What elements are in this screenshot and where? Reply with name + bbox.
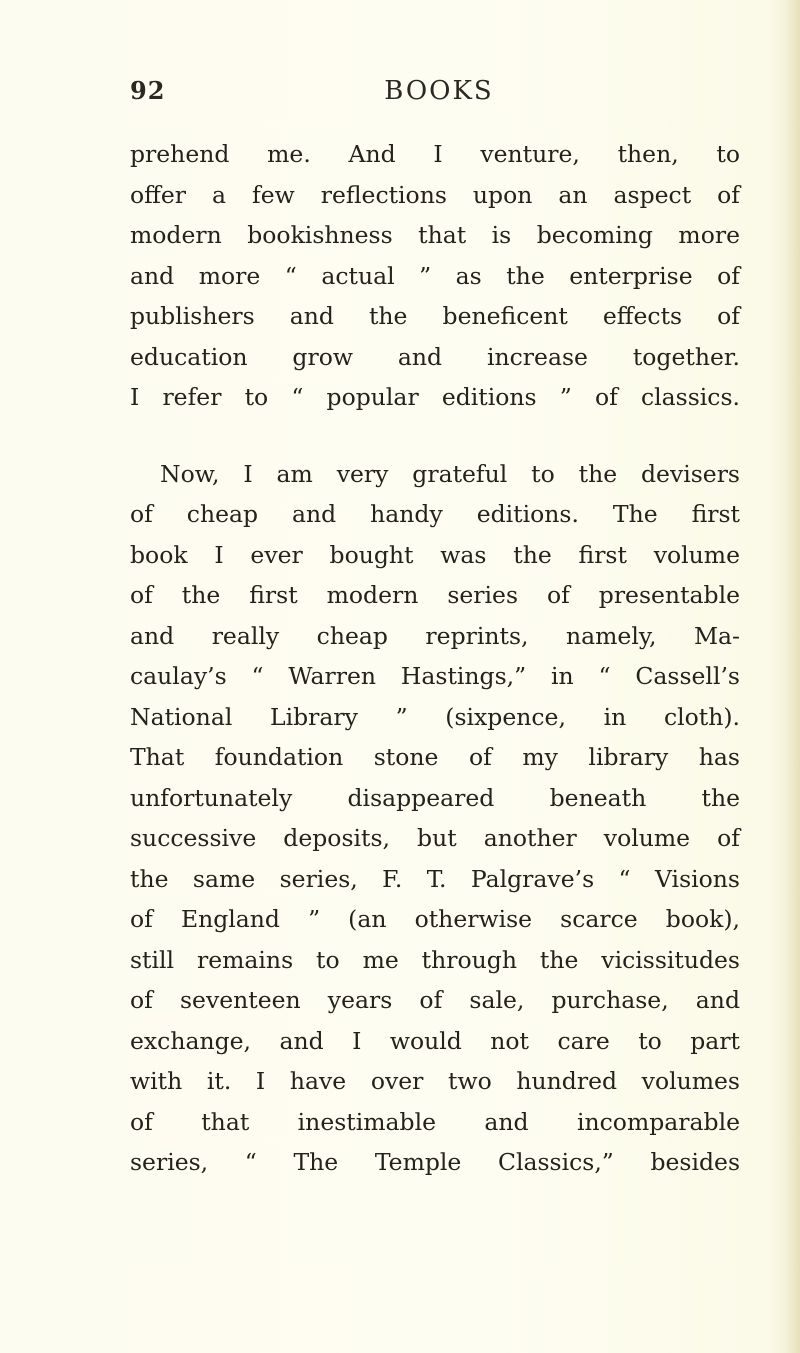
text-line: publishers and the beneficent effects of bbox=[130, 302, 740, 330]
text-line: offer a few reflections upon an aspect of bbox=[130, 180, 740, 209]
text-line: unfortunately disappeared beneath the bbox=[130, 783, 740, 812]
running-head bbox=[130, 76, 738, 116]
running-title: BOOKS bbox=[384, 76, 494, 106]
text-line: and more “ actual ” as the enterprise of bbox=[130, 261, 740, 290]
text-line: National Library ” (sixpence, in cloth). bbox=[130, 702, 740, 731]
text-line: of England ” (an otherwise scarce book), bbox=[130, 905, 740, 933]
text-line: with it. I have over two hundred volumes bbox=[130, 1067, 740, 1095]
text-line: of cheap and handy editions. The first bbox=[130, 500, 740, 528]
text-line: of that inestimable and incomparable bbox=[130, 1107, 740, 1136]
text-line: book I ever bought was the first volume bbox=[130, 540, 740, 569]
text-line: of the first modern series of presentable bbox=[130, 581, 740, 609]
text-line: and really cheap reprints, namely, Ma- bbox=[130, 621, 740, 650]
page-edge-shadow bbox=[786, 0, 800, 1353]
text-line: of seventeen years of sale, purchase, and bbox=[130, 986, 740, 1014]
paragraph-2 bbox=[130, 454, 740, 1183]
text-line: education grow and increase together. bbox=[130, 342, 740, 371]
text-line: the same series, F. T. Palgrave’s “ Visions bbox=[130, 864, 740, 893]
text-line: I refer to “ popular editions ” of classics. bbox=[130, 383, 740, 411]
text-line: series, “ The Temple Classics,” besides bbox=[130, 1148, 740, 1176]
text-line: caulay’s “ Warren Hastings,” in “ Cassell’s bbox=[130, 662, 740, 690]
text-line: still remains to me through the vicissitudes bbox=[130, 945, 740, 974]
text-line: Now, I am very grateful to the devisers bbox=[160, 459, 740, 488]
text-line: exchange, and I would not care to part bbox=[130, 1026, 740, 1055]
page-number: 92 bbox=[130, 76, 166, 105]
text-line: prehend me. And I venture, then, to bbox=[130, 140, 740, 168]
text-line: That foundation stone of my library has bbox=[130, 743, 740, 771]
paragraph-1 bbox=[130, 134, 740, 418]
body-text bbox=[130, 134, 740, 1183]
text-line: successive deposits, but another volume of bbox=[130, 824, 740, 852]
text-line: modern bookishness that is becoming more bbox=[130, 221, 740, 249]
